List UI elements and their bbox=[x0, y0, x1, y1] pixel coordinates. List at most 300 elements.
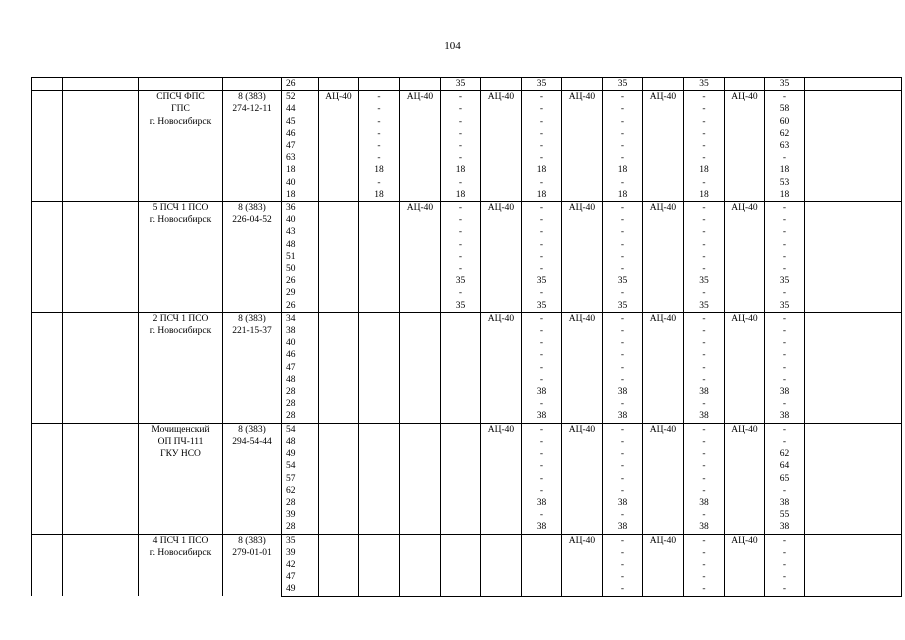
vehicle-d-cell bbox=[562, 177, 603, 189]
value-b-cell bbox=[441, 337, 481, 349]
value-f-cell: 18 bbox=[765, 164, 805, 176]
value-b-cell: - bbox=[441, 103, 481, 115]
value-d-cell: 35 bbox=[603, 275, 643, 287]
vehicle-a-cell bbox=[319, 398, 359, 410]
vehicle-a-cell bbox=[319, 275, 359, 287]
value-e-cell: - bbox=[684, 177, 725, 189]
value-c-cell: - bbox=[522, 177, 562, 189]
phone-line: 279-01-01 bbox=[232, 547, 272, 558]
vehicle-f-cell bbox=[725, 116, 765, 128]
vehicle-d-cell bbox=[562, 398, 603, 410]
notes-cell bbox=[805, 226, 902, 238]
vehicle-e-cell bbox=[643, 448, 684, 460]
vehicle-b-cell bbox=[400, 251, 441, 263]
notes-cell bbox=[805, 152, 902, 164]
vehicle-b-cell bbox=[400, 128, 441, 140]
value-a-cell bbox=[359, 263, 400, 275]
distance-cell: 26 bbox=[282, 78, 319, 91]
value-f-cell: - bbox=[765, 559, 805, 571]
value-b-cell: 18 bbox=[441, 164, 481, 176]
unit-name-line: г. Новосибирск bbox=[149, 215, 212, 226]
notes-cell bbox=[805, 177, 902, 189]
unit-name-line: ГКУ НСО bbox=[160, 449, 201, 460]
value-c-cell: - bbox=[522, 473, 562, 485]
value-f-cell: 65 bbox=[765, 473, 805, 485]
notes-cell bbox=[805, 337, 902, 349]
vehicle-b-cell bbox=[400, 287, 441, 299]
value-b-cell bbox=[441, 374, 481, 386]
value-a-cell bbox=[359, 473, 400, 485]
vehicle-d-cell bbox=[562, 152, 603, 164]
value-e-cell: - bbox=[684, 374, 725, 386]
vehicle-b-cell bbox=[400, 325, 441, 337]
value-b-cell: 18 bbox=[441, 189, 481, 202]
value-d-cell: - bbox=[603, 116, 643, 128]
value-c-cell: - bbox=[522, 251, 562, 263]
vehicle-f-cell bbox=[725, 386, 765, 398]
value-e-cell: - bbox=[684, 152, 725, 164]
vehicle-f-cell bbox=[725, 263, 765, 275]
distance-cell: 47 bbox=[282, 140, 319, 152]
value-b-cell bbox=[441, 362, 481, 374]
vehicle-a-cell bbox=[319, 509, 359, 521]
vehicle-a-cell bbox=[319, 140, 359, 152]
value-a-cell bbox=[359, 214, 400, 226]
vehicle-e-cell bbox=[643, 410, 684, 423]
value-d-cell: - bbox=[603, 177, 643, 189]
value-f-cell: - bbox=[765, 436, 805, 448]
vehicle-c-cell bbox=[481, 521, 522, 534]
unit-name-cell bbox=[139, 202, 223, 313]
page-number: 104 bbox=[444, 40, 461, 52]
value-d-cell: - bbox=[603, 398, 643, 410]
vehicle-c-cell bbox=[481, 485, 522, 497]
vehicle-c-cell bbox=[481, 103, 522, 115]
value-f-cell: - bbox=[765, 214, 805, 226]
vehicle-b-cell bbox=[400, 239, 441, 251]
vehicle-e-cell bbox=[643, 571, 684, 583]
value-a-cell bbox=[359, 202, 400, 215]
vehicle-c-cell bbox=[481, 410, 522, 423]
value-e-cell: - bbox=[684, 485, 725, 497]
blank-cell-1 bbox=[32, 78, 63, 91]
vehicle-b-cell bbox=[400, 362, 441, 374]
vehicle-f-cell bbox=[725, 275, 765, 287]
value-c-cell: - bbox=[522, 91, 562, 104]
vehicle-a-cell bbox=[319, 300, 359, 313]
value-a-cell: - bbox=[359, 116, 400, 128]
vehicle-a-cell bbox=[319, 583, 359, 596]
value-b-cell: - bbox=[441, 287, 481, 299]
vehicle-f-cell bbox=[725, 547, 765, 559]
value-b-cell: - bbox=[441, 152, 481, 164]
distance-cell: 51 bbox=[282, 251, 319, 263]
value-c-cell: - bbox=[522, 509, 562, 521]
vehicle-c-cell bbox=[481, 460, 522, 472]
unit-name-line: 5 ПСЧ 1 ПСО bbox=[152, 203, 209, 214]
vehicle-b-cell bbox=[400, 103, 441, 115]
fire-units-table bbox=[31, 77, 902, 597]
vehicle-f-cell bbox=[725, 448, 765, 460]
value-e-cell: - bbox=[684, 534, 725, 547]
vehicle-a-cell bbox=[319, 263, 359, 275]
value-c-cell: 35 bbox=[522, 78, 562, 91]
notes-cell bbox=[805, 128, 902, 140]
value-b-cell bbox=[441, 583, 481, 596]
value-c-cell: 18 bbox=[522, 189, 562, 202]
vehicle-e-cell bbox=[643, 140, 684, 152]
vehicle-c-cell bbox=[481, 509, 522, 521]
vehicle-e-cell bbox=[643, 251, 684, 263]
value-a-cell bbox=[359, 386, 400, 398]
value-c-cell: - bbox=[522, 239, 562, 251]
distance-cell: 50 bbox=[282, 263, 319, 275]
vehicle-d-cell bbox=[562, 300, 603, 313]
value-b-cell: - bbox=[441, 140, 481, 152]
phone-cell bbox=[223, 423, 282, 534]
vehicle-c-cell: АЦ-40 bbox=[481, 423, 522, 436]
notes-cell bbox=[805, 78, 902, 91]
table-row bbox=[32, 312, 902, 325]
vehicle-a-cell bbox=[319, 337, 359, 349]
value-d-cell: - bbox=[603, 423, 643, 436]
value-b-cell: - bbox=[441, 91, 481, 104]
vehicle-d-cell bbox=[562, 583, 603, 596]
value-f-cell: 35 bbox=[765, 300, 805, 313]
vehicle-d-cell bbox=[562, 214, 603, 226]
vehicle-e-cell bbox=[643, 398, 684, 410]
vehicle-e-cell: АЦ-40 bbox=[643, 534, 684, 547]
distance-cell: 18 bbox=[282, 189, 319, 202]
vehicle-b-cell bbox=[400, 116, 441, 128]
distance-cell: 63 bbox=[282, 152, 319, 164]
vehicle-a-cell bbox=[319, 189, 359, 202]
notes-cell bbox=[805, 423, 902, 436]
vehicle-d-cell bbox=[562, 485, 603, 497]
table-row bbox=[32, 202, 902, 215]
value-a-cell bbox=[359, 559, 400, 571]
vehicle-d-cell bbox=[562, 559, 603, 571]
vehicle-e-cell bbox=[643, 177, 684, 189]
unit-name-line: Мочищенский bbox=[151, 424, 210, 435]
distance-cell: 28 bbox=[282, 497, 319, 509]
value-b-cell: - bbox=[441, 239, 481, 251]
notes-cell bbox=[805, 239, 902, 251]
vehicle-f-cell: АЦ-40 bbox=[725, 534, 765, 547]
vehicle-c-cell bbox=[481, 164, 522, 176]
vehicle-c-cell: АЦ-40 bbox=[481, 312, 522, 325]
vehicle-f-cell bbox=[725, 239, 765, 251]
notes-cell bbox=[805, 521, 902, 534]
distance-cell: 43 bbox=[282, 226, 319, 238]
value-b-cell bbox=[441, 559, 481, 571]
value-a-cell bbox=[359, 583, 400, 596]
value-d-cell: - bbox=[603, 559, 643, 571]
notes-cell bbox=[805, 460, 902, 472]
vehicle-d-cell: АЦ-40 bbox=[562, 202, 603, 215]
vehicle-f-cell bbox=[725, 362, 765, 374]
vehicle-c-cell bbox=[481, 300, 522, 313]
vehicle-e-cell bbox=[643, 152, 684, 164]
notes-cell bbox=[805, 300, 902, 313]
vehicle-d-cell bbox=[562, 448, 603, 460]
vehicle-c-cell bbox=[481, 436, 522, 448]
value-c-cell: - bbox=[522, 312, 562, 325]
vehicle-b-cell bbox=[400, 410, 441, 423]
value-a-cell bbox=[359, 275, 400, 287]
value-c-cell: - bbox=[522, 374, 562, 386]
vehicle-c-cell bbox=[481, 189, 522, 202]
vehicle-d-cell bbox=[562, 275, 603, 287]
value-e-cell: - bbox=[684, 103, 725, 115]
value-c-cell: - bbox=[522, 140, 562, 152]
vehicle-a-cell bbox=[319, 460, 359, 472]
vehicle-b-cell bbox=[400, 521, 441, 534]
distance-cell: 57 bbox=[282, 473, 319, 485]
vehicle-b-cell bbox=[400, 214, 441, 226]
vehicle-c-cell bbox=[481, 239, 522, 251]
distance-cell: 62 bbox=[282, 485, 319, 497]
value-e-cell: - bbox=[684, 263, 725, 275]
value-a-cell: - bbox=[359, 103, 400, 115]
vehicle-f-cell bbox=[725, 337, 765, 349]
notes-cell bbox=[805, 287, 902, 299]
value-c-cell: 38 bbox=[522, 386, 562, 398]
vehicle-a-cell bbox=[319, 571, 359, 583]
vehicle-f-cell bbox=[725, 226, 765, 238]
blank-cell-1 bbox=[32, 91, 63, 202]
distance-cell: 38 bbox=[282, 325, 319, 337]
value-d-cell: - bbox=[603, 214, 643, 226]
value-c-cell bbox=[522, 583, 562, 596]
value-d-cell: - bbox=[603, 226, 643, 238]
vehicle-a-cell bbox=[319, 103, 359, 115]
distance-cell: 54 bbox=[282, 423, 319, 436]
vehicle-a-cell bbox=[319, 547, 359, 559]
value-d-cell: - bbox=[603, 287, 643, 299]
vehicle-e-cell bbox=[643, 275, 684, 287]
value-b-cell: 35 bbox=[441, 78, 481, 91]
value-a-cell: - bbox=[359, 152, 400, 164]
value-d-cell: - bbox=[603, 349, 643, 361]
value-e-cell: 35 bbox=[684, 300, 725, 313]
vehicle-a-cell bbox=[319, 312, 359, 325]
vehicle-e-cell bbox=[643, 128, 684, 140]
value-f-cell: - bbox=[765, 398, 805, 410]
vehicle-d-cell bbox=[562, 128, 603, 140]
value-c-cell bbox=[522, 547, 562, 559]
distance-cell: 39 bbox=[282, 547, 319, 559]
value-d-cell: 18 bbox=[603, 189, 643, 202]
value-d-cell: - bbox=[603, 583, 643, 596]
value-f-cell: 18 bbox=[765, 189, 805, 202]
vehicle-f-cell bbox=[725, 287, 765, 299]
value-e-cell: - bbox=[684, 460, 725, 472]
blank-cell-1 bbox=[32, 312, 63, 423]
value-d-cell: - bbox=[603, 325, 643, 337]
value-d-cell: - bbox=[603, 251, 643, 263]
value-e-cell: 18 bbox=[684, 164, 725, 176]
notes-cell bbox=[805, 91, 902, 104]
blank-cell-2 bbox=[63, 312, 139, 423]
vehicle-d-cell bbox=[562, 287, 603, 299]
vehicle-e-cell bbox=[643, 509, 684, 521]
vehicle-e-cell bbox=[643, 497, 684, 509]
vehicle-e-cell bbox=[643, 583, 684, 596]
distance-cell: 48 bbox=[282, 239, 319, 251]
notes-cell bbox=[805, 571, 902, 583]
value-f-cell: - bbox=[765, 571, 805, 583]
value-e-cell: - bbox=[684, 140, 725, 152]
value-a-cell bbox=[359, 325, 400, 337]
vehicle-e-cell bbox=[643, 374, 684, 386]
vehicle-d-cell bbox=[562, 362, 603, 374]
vehicle-c-cell bbox=[481, 263, 522, 275]
value-a-cell: - bbox=[359, 128, 400, 140]
value-b-cell: - bbox=[441, 177, 481, 189]
value-a-cell bbox=[359, 460, 400, 472]
notes-cell bbox=[805, 251, 902, 263]
vehicle-c-cell bbox=[481, 398, 522, 410]
vehicle-f-cell bbox=[725, 325, 765, 337]
vehicle-e-cell bbox=[643, 436, 684, 448]
notes-cell bbox=[805, 164, 902, 176]
value-a-cell bbox=[359, 521, 400, 534]
vehicle-f-cell bbox=[725, 189, 765, 202]
value-c-cell: - bbox=[522, 337, 562, 349]
notes-cell bbox=[805, 534, 902, 547]
vehicle-f-cell bbox=[725, 521, 765, 534]
vehicle-f-cell: АЦ-40 bbox=[725, 423, 765, 436]
value-a-cell bbox=[359, 497, 400, 509]
value-d-cell: - bbox=[603, 263, 643, 275]
vehicle-c-cell bbox=[481, 226, 522, 238]
distance-cell: 47 bbox=[282, 571, 319, 583]
value-e-cell: - bbox=[684, 116, 725, 128]
vehicle-c-cell: АЦ-40 bbox=[481, 91, 522, 104]
vehicle-d-cell bbox=[562, 436, 603, 448]
vehicle-d-cell bbox=[562, 374, 603, 386]
vehicle-d-cell bbox=[562, 547, 603, 559]
value-f-cell: 35 bbox=[765, 78, 805, 91]
phone-line: 274-12-11 bbox=[232, 104, 272, 115]
value-b-cell bbox=[441, 312, 481, 325]
vehicle-c-cell bbox=[481, 177, 522, 189]
vehicle-b-cell bbox=[400, 189, 441, 202]
notes-cell bbox=[805, 140, 902, 152]
value-a-cell bbox=[359, 571, 400, 583]
value-f-cell: 60 bbox=[765, 116, 805, 128]
vehicle-f-cell bbox=[725, 497, 765, 509]
vehicle-a-cell bbox=[319, 177, 359, 189]
value-b-cell: 35 bbox=[441, 300, 481, 313]
vehicle-d-cell bbox=[562, 116, 603, 128]
vehicle-b-cell bbox=[400, 164, 441, 176]
value-e-cell: - bbox=[684, 202, 725, 215]
value-b-cell: - bbox=[441, 116, 481, 128]
vehicle-e-cell: АЦ-40 bbox=[643, 91, 684, 104]
distance-cell: 45 bbox=[282, 116, 319, 128]
value-d-cell: 38 bbox=[603, 386, 643, 398]
distance-cell: 49 bbox=[282, 583, 319, 596]
value-f-cell: - bbox=[765, 337, 805, 349]
vehicle-e-cell bbox=[643, 362, 684, 374]
vehicle-b-cell bbox=[400, 559, 441, 571]
vehicle-f-cell bbox=[725, 140, 765, 152]
vehicle-f-cell bbox=[725, 251, 765, 263]
vehicle-a-cell bbox=[319, 202, 359, 215]
value-c-cell: - bbox=[522, 287, 562, 299]
phone-cell bbox=[223, 202, 282, 313]
vehicle-a-cell bbox=[319, 287, 359, 299]
vehicle-e-cell bbox=[643, 300, 684, 313]
value-d-cell: - bbox=[603, 239, 643, 251]
blank-cell-1 bbox=[32, 202, 63, 313]
value-d-cell: 38 bbox=[603, 410, 643, 423]
value-a-cell bbox=[359, 362, 400, 374]
value-f-cell: - bbox=[765, 547, 805, 559]
vehicle-d-cell bbox=[562, 349, 603, 361]
vehicle-c-cell bbox=[481, 128, 522, 140]
vehicle-e-cell: АЦ-40 bbox=[643, 202, 684, 215]
vehicle-b-cell bbox=[400, 263, 441, 275]
value-f-cell: - bbox=[765, 91, 805, 104]
notes-cell bbox=[805, 386, 902, 398]
value-c-cell: - bbox=[522, 263, 562, 275]
vehicle-a-cell bbox=[319, 534, 359, 547]
vehicle-a-cell: АЦ-40 bbox=[319, 91, 359, 104]
value-a-cell: 18 bbox=[359, 164, 400, 176]
value-c-cell: - bbox=[522, 202, 562, 215]
distance-cell: 34 bbox=[282, 312, 319, 325]
vehicle-f-cell bbox=[725, 485, 765, 497]
value-e-cell: - bbox=[684, 583, 725, 596]
vehicle-c-cell bbox=[481, 325, 522, 337]
distance-cell: 40 bbox=[282, 177, 319, 189]
vehicle-e-cell: АЦ-40 bbox=[643, 312, 684, 325]
value-f-cell: 64 bbox=[765, 460, 805, 472]
value-c-cell: - bbox=[522, 349, 562, 361]
value-b-cell bbox=[441, 423, 481, 436]
vehicle-b-cell bbox=[400, 473, 441, 485]
vehicle-b-cell bbox=[400, 226, 441, 238]
vehicle-d-cell bbox=[562, 509, 603, 521]
value-b-cell: - bbox=[441, 128, 481, 140]
value-a-cell bbox=[359, 349, 400, 361]
vehicle-a-cell bbox=[319, 239, 359, 251]
vehicle-f-cell bbox=[725, 509, 765, 521]
distance-cell: 49 bbox=[282, 448, 319, 460]
value-f-cell: - bbox=[765, 263, 805, 275]
vehicle-c-cell bbox=[481, 571, 522, 583]
value-b-cell bbox=[441, 325, 481, 337]
blank-cell-2 bbox=[63, 534, 139, 596]
vehicle-b-cell bbox=[400, 374, 441, 386]
value-a-cell bbox=[359, 547, 400, 559]
vehicle-a-cell bbox=[319, 362, 359, 374]
value-e-cell: 18 bbox=[684, 189, 725, 202]
value-b-cell bbox=[441, 571, 481, 583]
blank-cell-1 bbox=[32, 534, 63, 596]
blank-cell-2 bbox=[63, 78, 139, 91]
value-d-cell: - bbox=[603, 448, 643, 460]
distance-cell: 28 bbox=[282, 410, 319, 423]
value-c-cell: - bbox=[522, 103, 562, 115]
value-d-cell: 18 bbox=[603, 164, 643, 176]
value-d-cell: - bbox=[603, 140, 643, 152]
vehicle-a-cell bbox=[319, 559, 359, 571]
notes-cell bbox=[805, 559, 902, 571]
